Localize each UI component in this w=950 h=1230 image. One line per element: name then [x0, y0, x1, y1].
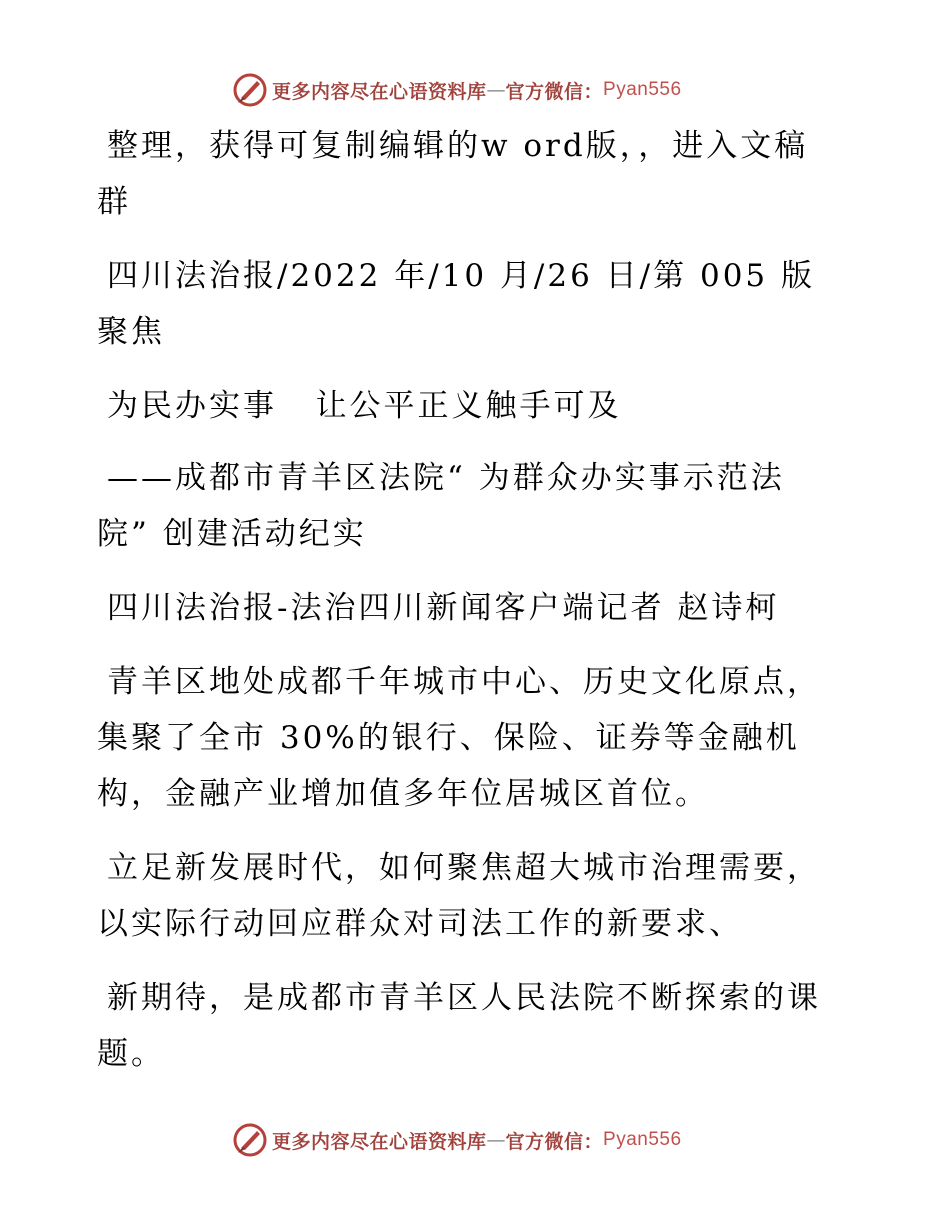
paragraph-body-1: 青羊区地处成都千年城市中心、历史文化原点，集聚了全市 30%的银行、保险、证券等金融机构，金融产业增加值多年位居城区首位。 — [97, 664, 821, 812]
paragraph-source: 四川法治报/2022 年/10 月/26 日/第 005 版聚焦 — [97, 258, 816, 350]
article-byline: 四川法治报-法治四川新闻客户端记者 赵诗柯 — [107, 590, 780, 626]
footer-watermark — [232, 1120, 682, 1160]
article-subtitle: ——成都市青羊区法院“ 为群众办实事示范法院” 创建活动纪实 — [97, 460, 785, 552]
paragraph-intro: 整理，获得可复制编辑的w ord版，，进入文稿群 — [97, 128, 809, 220]
watermark-wechat-label: 官方微信： — [505, 80, 604, 103]
header-watermark — [232, 70, 682, 110]
document-body — [97, 118, 837, 1082]
paragraph-body-2: 立足新发展时代，如何聚焦超大城市治理需要，以实际行动回应群众对司法工作的新要求、 — [97, 850, 821, 942]
watermark-wechat-label: 官方微信： — [505, 1130, 604, 1153]
watermark-separator: — — [486, 79, 506, 101]
watermark-wechat-id: Pyan556 — [603, 79, 682, 100]
quill-logo-icon — [232, 72, 268, 108]
article-title: 为民办实事 让公平正义触手可及 — [107, 388, 622, 424]
watermark-separator: — — [486, 1129, 506, 1151]
quill-logo-icon — [232, 1122, 268, 1158]
watermark-text: 更多内容尽在心语资料库 — [272, 80, 487, 103]
watermark-text: 更多内容尽在心语资料库 — [272, 1130, 487, 1153]
paragraph-body-3: 新期待，是成都市青羊区人民法院不断探索的课题。 — [97, 980, 821, 1072]
watermark-wechat-id: Pyan556 — [603, 1129, 682, 1150]
